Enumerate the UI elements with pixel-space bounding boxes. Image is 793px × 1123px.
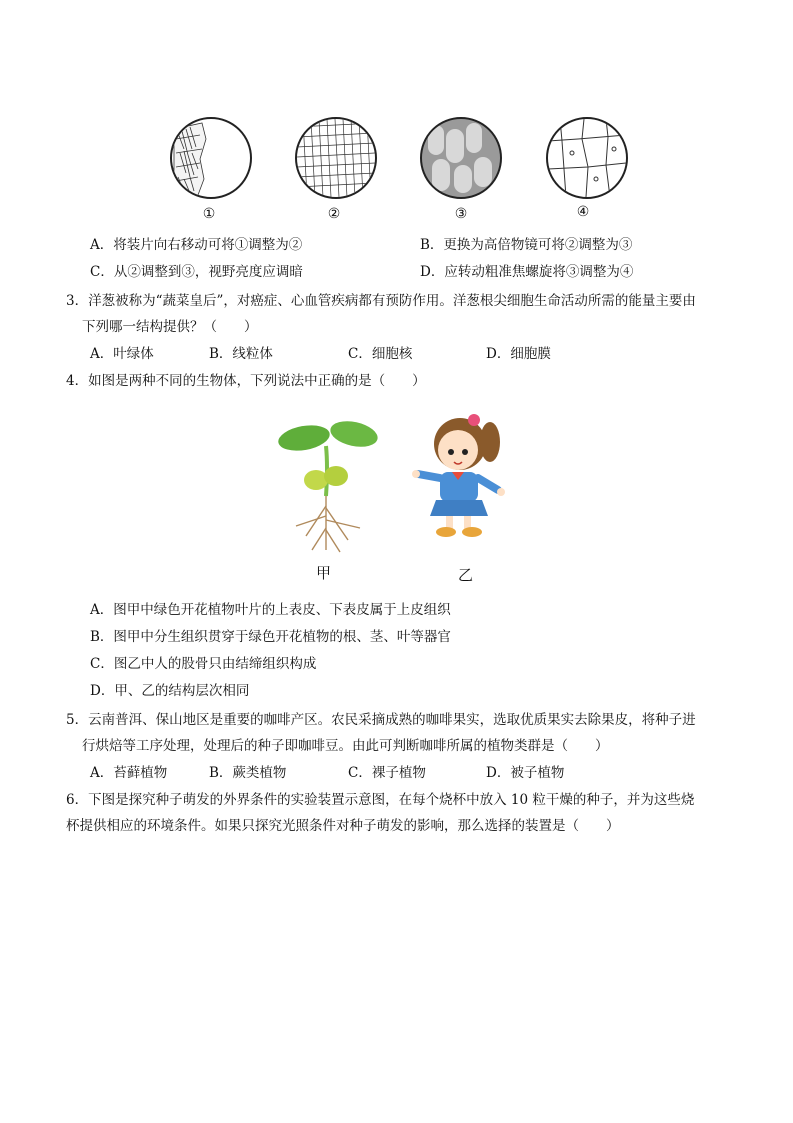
q4-option-a[interactable]: A．图甲中绿色开花植物叶片的上表皮、下表皮属于上皮组织: [90, 602, 451, 618]
q2-option-c[interactable]: C．从②调整到③，视野亮度应调暗: [90, 264, 303, 280]
q4-option-d[interactable]: D．甲、乙的结构层次相同: [90, 683, 250, 699]
image-label-2: ②: [327, 206, 341, 222]
q3-stem-line1: 3．洋葱被称为“蔬菜皇后”，对癌症、心血管疾病都有预防作用。洋葱根尖细胞生命活动所需的能量主要由: [66, 293, 696, 309]
q2-option-a[interactable]: A．将装片向右移动可将①调整为②: [90, 237, 303, 253]
q3-option-a[interactable]: A．叶绿体: [90, 346, 154, 362]
q2-option-d[interactable]: D．应转动粗准焦螺旋将③调整为④: [420, 264, 634, 280]
q5-stem-line1: 5．云南普洱、保山地区是重要的咖啡产区。农民采摘成熟的咖啡果实，选取优质果实去除果皮，将种子进: [66, 712, 696, 728]
q3-option-b[interactable]: B．线粒体: [209, 346, 273, 362]
q5-stem-line2: 行烘焙等工序处理，处理后的种子即咖啡豆。由此可判断咖啡所属的植物类群是（ ）: [82, 738, 609, 754]
q2-option-b[interactable]: B．更换为高倍物镜可将②调整为③: [420, 237, 633, 253]
microscope-image-2: [295, 117, 377, 199]
image-label-1: ①: [202, 206, 216, 222]
microscope-image-1: [170, 117, 252, 199]
q5-option-b[interactable]: B．蕨类植物: [209, 765, 287, 781]
q5-option-d[interactable]: D．被子植物: [486, 765, 565, 781]
q5-option-c[interactable]: C．裸子植物: [348, 765, 426, 781]
label-yi: 乙: [458, 566, 474, 584]
q3-option-c[interactable]: C．细胞核: [348, 346, 413, 362]
girl-illustration: [412, 414, 510, 544]
seedling-illustration: [276, 416, 380, 554]
q3-option-d[interactable]: D．细胞膜: [486, 346, 551, 362]
q6-stem-line2: 杯提供相应的环境条件。如果只探究光照条件对种子萌发的影响，那么选择的装置是（ ）: [66, 818, 620, 834]
microscope-image-3: [420, 117, 502, 199]
image-label-4: ④: [576, 204, 590, 220]
q4-option-c[interactable]: C．图乙中人的股骨只由结缔组织构成: [90, 656, 317, 672]
image-label-3: ③: [454, 206, 468, 222]
q3-stem-line2: 下列哪一结构提供？（ ）: [82, 319, 258, 335]
q5-option-a[interactable]: A．苔藓植物: [90, 765, 168, 781]
q6-stem-line1: 6．下图是探究种子萌发的外界条件的实验装置示意图，在每个烧杯中放入 10 粒干燥的种子，并为这些烧: [66, 792, 695, 808]
q4-stem: 4．如图是两种不同的生物体，下列说法中正确的是（ ）: [66, 373, 426, 389]
q4-option-b[interactable]: B．图甲中分生组织贯穿于绿色开花植物的根、茎、叶等器官: [90, 629, 451, 645]
label-jia: 甲: [316, 564, 332, 582]
microscope-image-4: [546, 117, 628, 199]
